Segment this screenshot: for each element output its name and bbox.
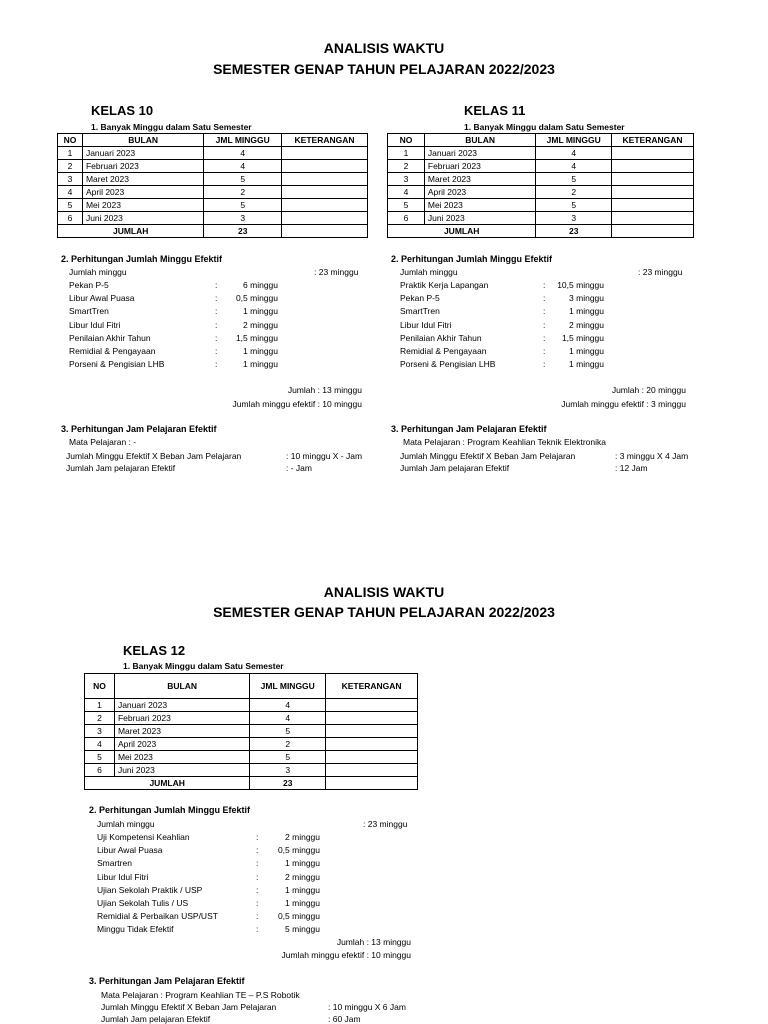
- item-label: Libur Idul Fitri: [97, 871, 149, 882]
- cell-bulan: Februari 2023: [82, 160, 203, 173]
- kelas-12-jumlah: Jumlah : 13 minggu: [336, 937, 411, 947]
- cell-jml-minggu: 5: [250, 751, 326, 764]
- table-row: [388, 212, 694, 225]
- cell-keterangan: [326, 751, 418, 764]
- cell-bulan: Januari 2023: [114, 699, 249, 712]
- cell-no: 6: [85, 764, 115, 777]
- kelas-11-label: KELAS 11: [464, 103, 526, 118]
- total-row: [85, 777, 418, 790]
- table-row: [58, 186, 368, 199]
- item-value: 1 minggu: [285, 898, 320, 908]
- item-label: Libur Idul Fitri: [400, 319, 452, 330]
- cell-no: 1: [85, 699, 115, 712]
- table-row: [85, 725, 418, 738]
- item-value: 1 minggu: [569, 346, 604, 356]
- kelas-11-jpe-label: Jumlah Jam pelajaran Efektif: [400, 463, 510, 473]
- item-value: 1 minggu: [243, 346, 278, 356]
- total-keterangan: [612, 225, 694, 238]
- item-label: Porseni & Pengisian LHB: [400, 359, 496, 370]
- item-value: 2 minggu: [285, 871, 320, 882]
- item-value: 1,5 minggu: [235, 332, 278, 343]
- total-keterangan: [326, 777, 418, 790]
- cell-keterangan: [282, 160, 368, 173]
- cell-jml-minggu: 5: [204, 199, 282, 212]
- cell-bulan: April 2023: [424, 186, 535, 199]
- cell-bulan: Maret 2023: [424, 173, 535, 186]
- cell-bulan: April 2023: [82, 186, 203, 199]
- cell-keterangan: [282, 147, 368, 160]
- header-no: NO: [58, 134, 83, 147]
- cell-no: 4: [85, 738, 115, 751]
- kelas-11-jumlah: Jumlah : 20 minggu: [611, 385, 686, 395]
- item-value: 1 minggu: [243, 306, 278, 317]
- item-label: Libur Idul Fitri: [69, 319, 121, 330]
- kelas-10-jpe-value: : - Jam: [286, 463, 312, 473]
- kelas-11-jpe-value: : 12 Jam: [615, 463, 648, 473]
- kelas-10-jp-label: Jumlah Minggu Efektif X Beban Jam Pelajaran: [66, 451, 242, 461]
- item-value: 0,5 minggu: [277, 845, 320, 856]
- item-value: 1,5 minggu: [561, 332, 604, 343]
- item-colon: :: [543, 319, 546, 330]
- cell-no: 3: [85, 725, 115, 738]
- total-row: [388, 225, 694, 238]
- total-row: [58, 225, 368, 238]
- item-colon: :: [256, 924, 259, 935]
- cell-keterangan: [282, 199, 368, 212]
- item-label: Pekan P-5: [69, 280, 109, 290]
- cell-jml-minggu: 2: [250, 738, 326, 751]
- item-colon: :: [215, 346, 218, 356]
- header-no: NO: [85, 674, 115, 699]
- item-value: 1 minggu: [285, 884, 320, 895]
- kelas-11-subtitle: 1. Banyak Minggu dalam Satu Semester: [464, 122, 625, 132]
- item-value: 2 minggu: [569, 319, 604, 330]
- cell-jml-minggu: 2: [536, 186, 612, 199]
- cell-keterangan: [612, 160, 694, 173]
- cell-jml-minggu: 3: [536, 212, 612, 225]
- cell-jml-minggu: 4: [536, 160, 612, 173]
- item-label: Ujian Sekolah Tulis / US: [97, 898, 189, 908]
- kelas-10-jp-value: : 10 minggu X - Jam: [286, 451, 363, 461]
- cell-no: 2: [388, 160, 425, 173]
- kelas-10-jumlah-minggu-label: Jumlah minggu: [69, 267, 127, 277]
- item-colon: :: [543, 346, 546, 356]
- item-colon: :: [215, 319, 218, 330]
- item-label: Remidial & Perbaikan USP/UST: [97, 911, 218, 922]
- item-label: Porseni & Pengisian LHB: [69, 359, 165, 370]
- cell-bulan: Juni 2023: [114, 764, 249, 777]
- total-label: JUMLAH: [388, 225, 536, 238]
- item-label: Libur Awal Puasa: [97, 845, 163, 856]
- item-colon: :: [256, 898, 259, 908]
- kelas-11-efektif: Jumlah minggu efektif : 3 minggu: [561, 399, 686, 409]
- table-row: [85, 699, 418, 712]
- item-value: 0,5 minggu: [277, 911, 320, 922]
- header-jml-minggu: JML MINGGU: [250, 674, 326, 699]
- cell-keterangan: [612, 186, 694, 199]
- item-label: Pekan P-5: [400, 293, 440, 304]
- cell-keterangan: [612, 147, 694, 160]
- cell-jml-minggu: 3: [250, 764, 326, 777]
- table-row: [388, 147, 694, 160]
- cell-no: 3: [58, 173, 83, 186]
- item-value: 6 minggu: [243, 280, 278, 290]
- cell-bulan: Juni 2023: [424, 212, 535, 225]
- cell-keterangan: [326, 738, 418, 751]
- item-colon: :: [256, 832, 259, 842]
- item-label: Remidial & Pengayaan: [400, 346, 487, 356]
- cell-no: 5: [388, 199, 425, 212]
- item-label: Libur Awal Puasa: [69, 293, 135, 304]
- kelas-12-jumlah-minggu-value: : 23 minggu: [363, 819, 408, 829]
- kelas-12-sec2-title: 2. Perhitungan Jumlah Minggu Efektif: [89, 805, 251, 815]
- kelas-10-jumlah: Jumlah : 13 minggu: [287, 385, 362, 395]
- item-value: 1 minggu: [243, 359, 278, 370]
- cell-keterangan: [326, 699, 418, 712]
- item-value: 2 minggu: [285, 832, 320, 842]
- cell-jml-minggu: 5: [536, 173, 612, 186]
- item-label: Uji Kompetensi Keahlian: [97, 832, 190, 842]
- table-row: [388, 160, 694, 173]
- table-row: [85, 751, 418, 764]
- kelas-12-table: [84, 673, 418, 790]
- cell-keterangan: [282, 186, 368, 199]
- kelas-12-efektif: Jumlah minggu efektif : 10 minggu: [281, 950, 411, 960]
- item-colon: :: [215, 306, 218, 317]
- page2-title-1: ANALISIS WAKTU: [323, 584, 445, 600]
- item-value: 1 minggu: [569, 359, 604, 370]
- cell-bulan: Juni 2023: [82, 212, 203, 225]
- cell-bulan: Mei 2023: [114, 751, 249, 764]
- item-colon: :: [256, 858, 259, 869]
- cell-bulan: Januari 2023: [424, 147, 535, 160]
- kelas-11-jumlah-minggu-value: : 23 minggu: [638, 267, 683, 277]
- total-value: 23: [204, 225, 282, 238]
- cell-bulan: Januari 2023: [82, 147, 203, 160]
- cell-jml-minggu: 4: [250, 712, 326, 725]
- item-colon: :: [215, 332, 218, 343]
- cell-keterangan: [282, 212, 368, 225]
- header-bulan: BULAN: [114, 674, 249, 699]
- item-value: 1 minggu: [285, 858, 320, 869]
- table-row: [388, 199, 694, 212]
- table-row: [85, 738, 418, 751]
- cell-no: 4: [58, 186, 83, 199]
- item-label: Penilaian Akhir Tahun: [400, 332, 482, 343]
- cell-jml-minggu: 2: [204, 186, 282, 199]
- item-colon: :: [256, 871, 259, 882]
- header-keterangan: KETERANGAN: [612, 134, 694, 147]
- table-row: [388, 173, 694, 186]
- cell-jml-minggu: 5: [204, 173, 282, 186]
- item-label: Smartren: [97, 858, 132, 869]
- total-label: JUMLAH: [58, 225, 204, 238]
- cell-bulan: Mei 2023: [82, 199, 203, 212]
- header-bulan: BULAN: [82, 134, 203, 147]
- total-value: 23: [250, 777, 326, 790]
- header-jml-minggu: JML MINGGU: [204, 134, 282, 147]
- cell-keterangan: [612, 199, 694, 212]
- item-colon: :: [215, 280, 218, 290]
- cell-no: 3: [388, 173, 425, 186]
- table-row: [58, 160, 368, 173]
- cell-keterangan: [282, 173, 368, 186]
- table-row: [58, 147, 368, 160]
- header-bulan: BULAN: [424, 134, 535, 147]
- item-colon: :: [215, 293, 218, 304]
- item-colon: :: [543, 280, 546, 290]
- kelas-12-jpe-label: Jumlah Jam pelajaran Efektif: [101, 1014, 211, 1024]
- item-colon: :: [543, 332, 546, 343]
- kelas-10-label: KELAS 10: [91, 103, 154, 118]
- cell-jml-minggu: 4: [204, 147, 282, 160]
- kelas-12-label: KELAS 12: [123, 643, 186, 658]
- item-colon: :: [256, 845, 259, 856]
- kelas-11-jumlah-minggu-label: Jumlah minggu: [400, 267, 458, 277]
- kelas-10-efektif: Jumlah minggu efektif : 10 minggu: [232, 399, 362, 409]
- kelas-12-jpe-value: : 60 Jam: [328, 1014, 361, 1024]
- page1-title-2: SEMESTER GENAP TAHUN PELAJARAN 2022/2023: [213, 61, 555, 77]
- cell-jml-minggu: 4: [536, 147, 612, 160]
- item-value: 0,5 minggu: [235, 293, 278, 304]
- header-keterangan: KETERANGAN: [282, 134, 368, 147]
- item-label: Ujian Sekolah Praktik / USP: [97, 884, 203, 895]
- cell-keterangan: [612, 173, 694, 186]
- item-value: 5 minggu: [285, 924, 320, 935]
- page2-title-2: SEMESTER GENAP TAHUN PELAJARAN 2022/2023: [213, 604, 555, 620]
- cell-bulan: Mei 2023: [424, 199, 535, 212]
- header-no: NO: [388, 134, 425, 147]
- cell-no: 2: [85, 712, 115, 725]
- kelas-10-table: [57, 133, 368, 238]
- table-row: [388, 186, 694, 199]
- item-label: Minggu Tidak Efektif: [97, 924, 174, 935]
- table-row: [58, 173, 368, 186]
- total-label: JUMLAH: [85, 777, 250, 790]
- total-value: 23: [536, 225, 612, 238]
- kelas-12-jp-label: Jumlah Minggu Efektif X Beban Jam Pelajaran: [101, 1002, 277, 1012]
- item-value: 2 minggu: [243, 319, 278, 330]
- cell-jml-minggu: 3: [204, 212, 282, 225]
- header-keterangan: KETERANGAN: [326, 674, 418, 699]
- item-colon: :: [256, 884, 259, 895]
- item-colon: :: [543, 306, 546, 317]
- cell-jml-minggu: 5: [250, 725, 326, 738]
- item-label: Remidial & Pengayaan: [69, 346, 156, 356]
- total-keterangan: [282, 225, 368, 238]
- item-colon: :: [215, 359, 218, 370]
- kelas-12-jumlah-minggu-label: Jumlah minggu: [97, 819, 155, 829]
- header-jml-minggu: JML MINGGU: [536, 134, 612, 147]
- kelas-11-table: [387, 133, 694, 238]
- cell-keterangan: [326, 725, 418, 738]
- cell-jml-minggu: 5: [536, 199, 612, 212]
- item-label: SmartTren: [400, 306, 440, 317]
- cell-no: 4: [388, 186, 425, 199]
- kelas-11-sec3-title: 3. Perhitungan Jam Pelajaran Efektif: [391, 424, 547, 434]
- table-row: [58, 212, 368, 225]
- cell-no: 6: [388, 212, 425, 225]
- kelas-10-sec2-title: 2. Perhitungan Jumlah Minggu Efektif: [61, 254, 223, 264]
- cell-no: 2: [58, 160, 83, 173]
- item-label: Praktik Kerja Lapangan: [400, 280, 489, 290]
- item-colon: :: [543, 293, 546, 304]
- item-label: Penilaian Akhir Tahun: [69, 332, 151, 343]
- cell-keterangan: [326, 712, 418, 725]
- cell-bulan: Februari 2023: [424, 160, 535, 173]
- item-value: 10,5 minggu: [557, 280, 604, 290]
- kelas-11-sec2-title: 2. Perhitungan Jumlah Minggu Efektif: [391, 254, 553, 264]
- cell-no: 5: [85, 751, 115, 764]
- kelas-10-jpe-label: Jumlah Jam pelajaran Efektif: [66, 463, 176, 473]
- kelas-12-subtitle: 1. Banyak Minggu dalam Satu Semester: [123, 661, 284, 671]
- item-label: SmartTren: [69, 306, 109, 317]
- cell-no: 6: [58, 212, 83, 225]
- cell-no: 5: [58, 199, 83, 212]
- cell-bulan: Maret 2023: [82, 173, 203, 186]
- item-value: 1 minggu: [569, 306, 604, 317]
- kelas-10-jumlah-minggu-value: : 23 minggu: [314, 267, 359, 277]
- cell-no: 1: [388, 147, 425, 160]
- kelas-11-jp-value: : 3 minggu X 4 Jam: [615, 451, 689, 461]
- item-colon: :: [256, 911, 259, 922]
- kelas-10-sec3-title: 3. Perhitungan Jam Pelajaran Efektif: [61, 424, 217, 434]
- cell-jml-minggu: 4: [204, 160, 282, 173]
- cell-bulan: Maret 2023: [114, 725, 249, 738]
- cell-bulan: April 2023: [114, 738, 249, 751]
- table-row: [85, 764, 418, 777]
- cell-keterangan: [326, 764, 418, 777]
- kelas-12-sec3-title: 3. Perhitungan Jam Pelajaran Efektif: [89, 976, 245, 986]
- cell-bulan: Februari 2023: [114, 712, 249, 725]
- item-colon: :: [543, 359, 546, 370]
- kelas-11-mapel: Mata Pelajaran : Program Keahlian Teknik Elektronika: [403, 437, 607, 447]
- cell-no: 1: [58, 147, 83, 160]
- kelas-11-jp-label: Jumlah Minggu Efektif X Beban Jam Pelajaran: [400, 451, 576, 461]
- cell-jml-minggu: 4: [250, 699, 326, 712]
- table-row: [58, 199, 368, 212]
- table-row: [85, 712, 418, 725]
- kelas-12-mapel: Mata Pelajaran : Program Keahlian TE – P.S Robotik: [101, 990, 300, 1000]
- kelas-10-mapel: Mata Pelajaran : -: [69, 437, 137, 447]
- item-value: 3 minggu: [569, 293, 604, 304]
- kelas-12-jp-value: : 10 minggu X 6 Jam: [328, 1002, 406, 1012]
- cell-keterangan: [612, 212, 694, 225]
- page1-title-1: ANALISIS WAKTU: [323, 40, 445, 56]
- kelas-10-subtitle: 1. Banyak Minggu dalam Satu Semester: [91, 122, 252, 132]
